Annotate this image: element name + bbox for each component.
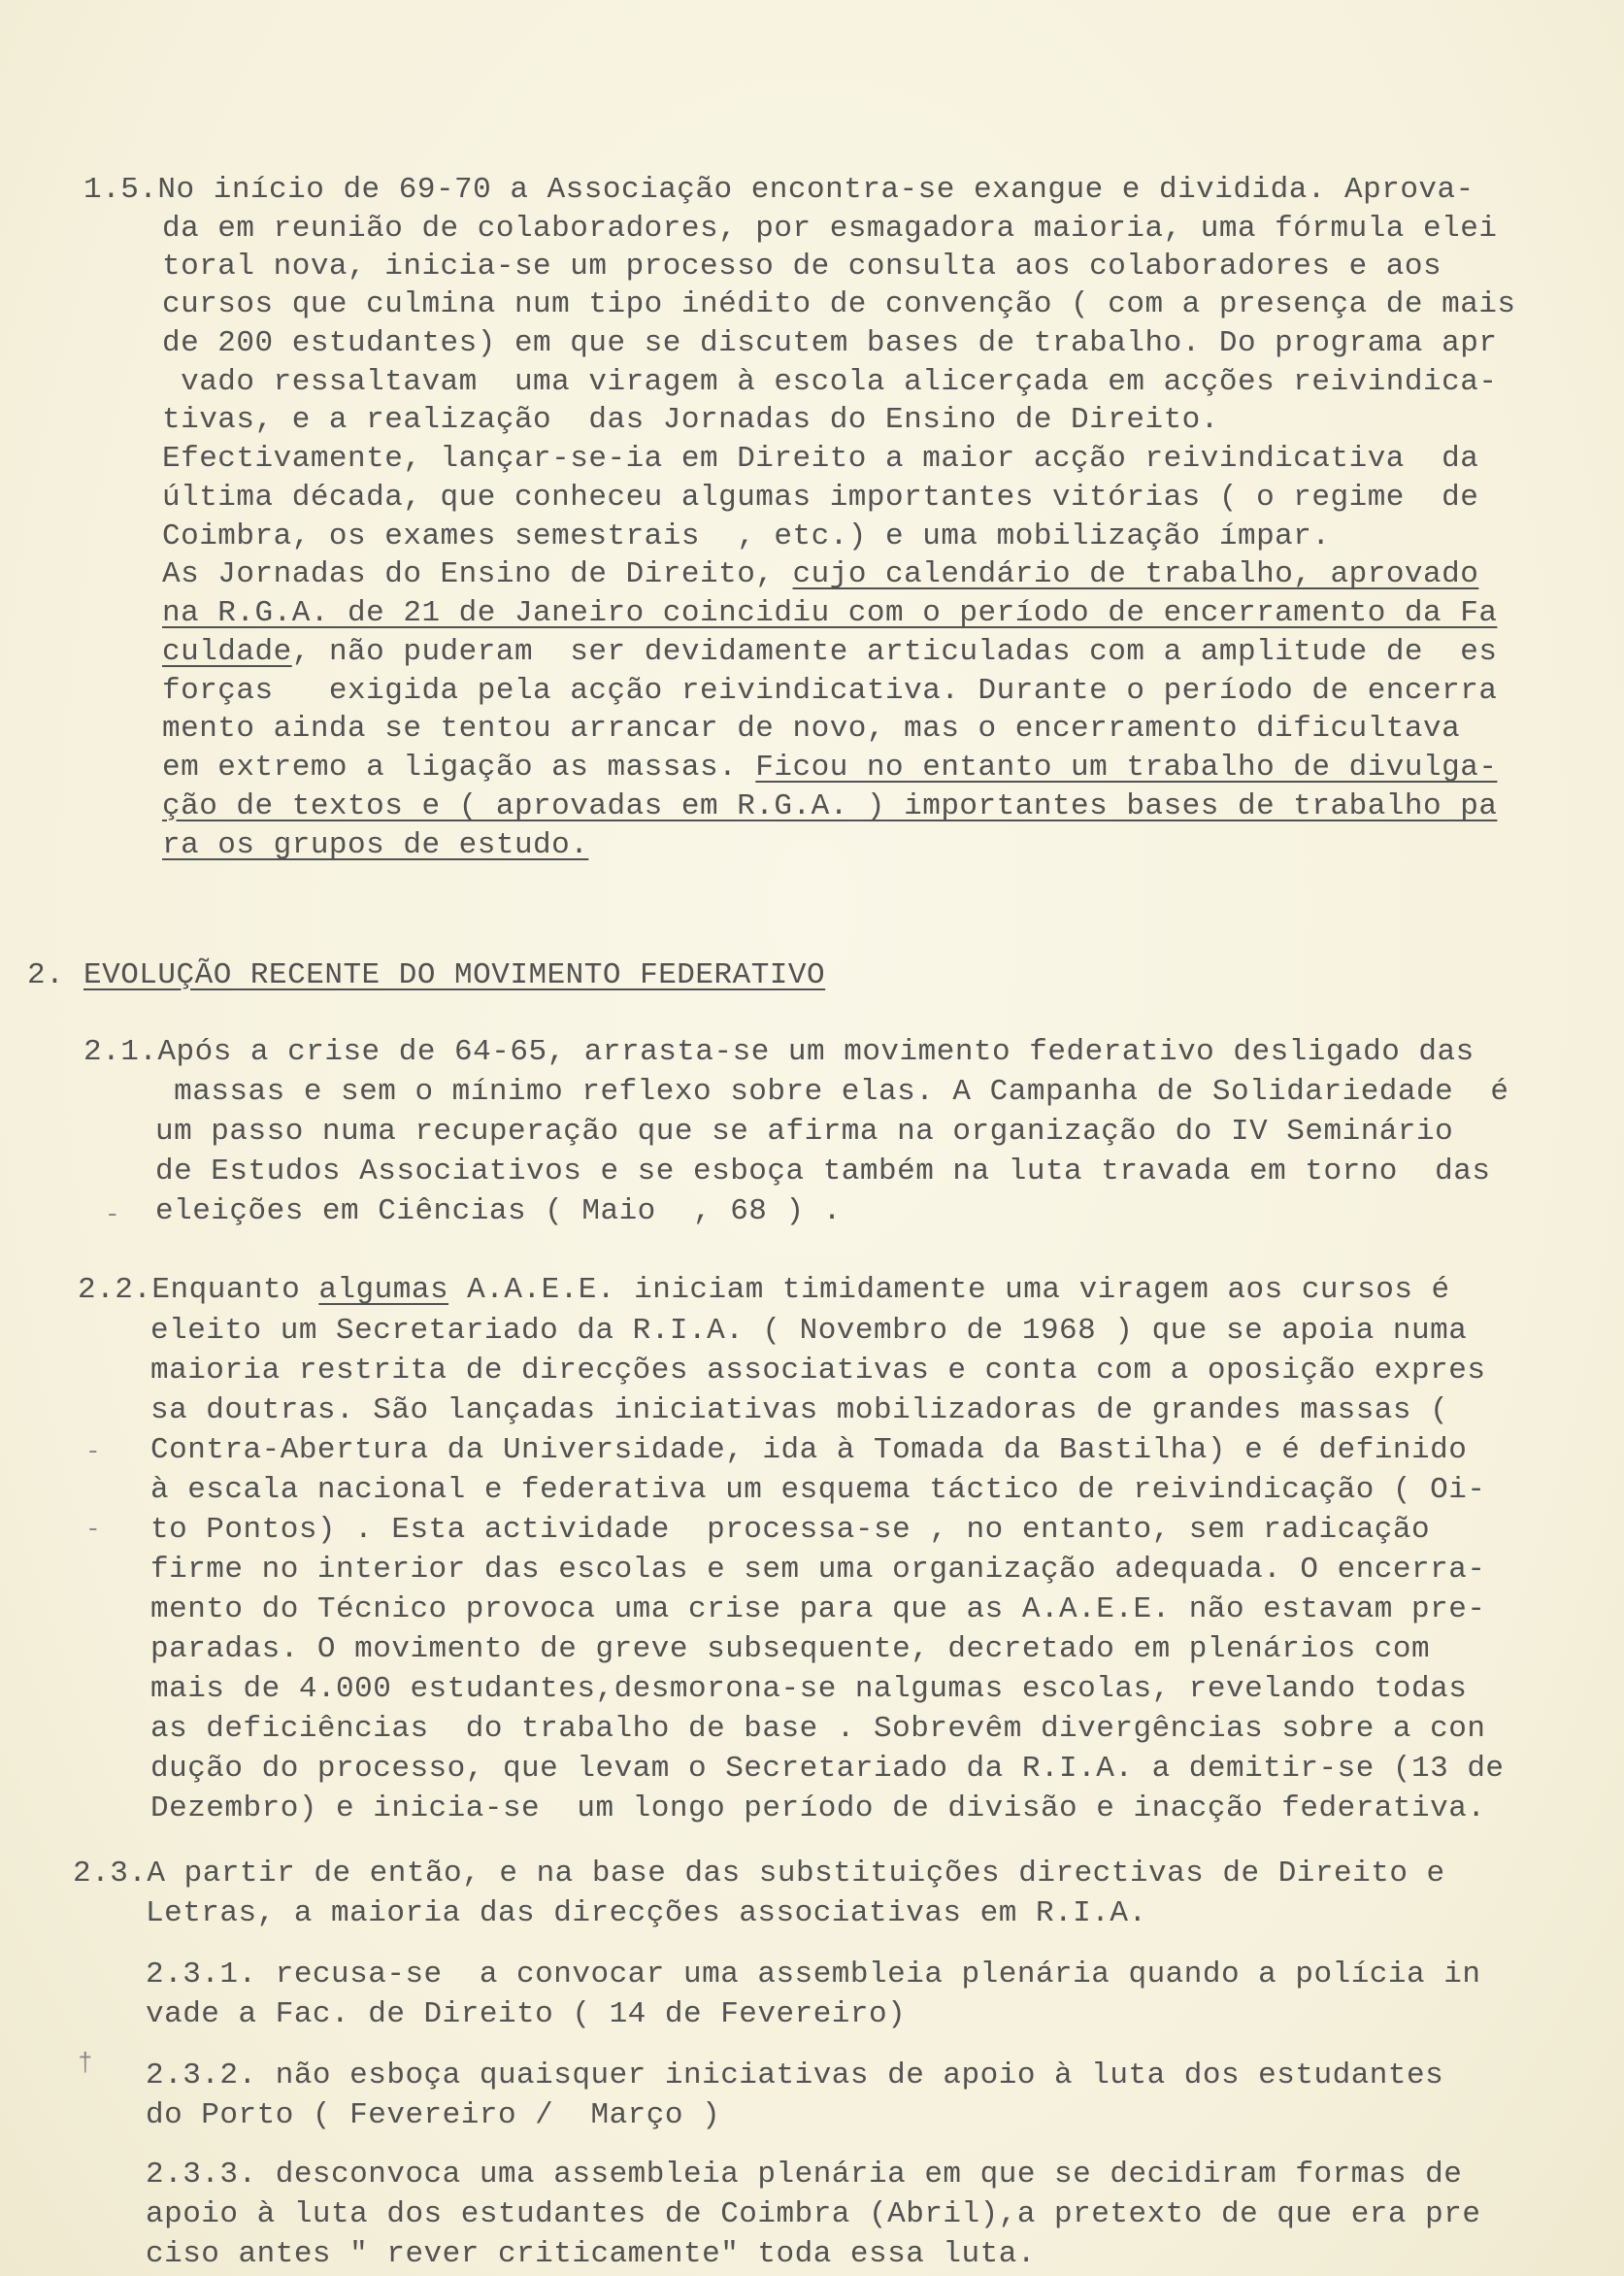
text-segment: As Jornadas do Ensino de Direito, <box>162 557 793 591</box>
text-line: à escala nacional e federativa um esquema táctico de reivindicação ( Oi- <box>150 1473 1486 1507</box>
heading-number: 2. <box>27 958 65 992</box>
text-line: da em reunião de colaboradores, por esmagadora maioria, uma fórmula elei <box>162 212 1498 246</box>
text-line: Dezembro) e inicia-se um longo período de divisão e inacção federativa. <box>150 1791 1486 1825</box>
text-line: de Estudos Associativos e se esboça também na luta travada em torno das <box>155 1155 1491 1188</box>
text-segment: A.A.E.E. iniciam timidamente uma viragem aos cursos é <box>448 1273 1450 1307</box>
text-line: última década, que conheceu algumas importantes vitórias ( o regime de <box>162 481 1479 515</box>
text-line <box>162 749 1497 787</box>
underlined-text: algumas <box>318 1273 449 1307</box>
text-line <box>162 633 1497 672</box>
text-line <box>78 1271 1450 1310</box>
margin-dash-mark: ‐ <box>105 1200 120 1229</box>
text-line: mento ainda se tentou arrancar de novo, mas o encerramento dificultava <box>162 712 1461 746</box>
text-line: paradas. O movimento de greve subsequente, decretado em plenários com <box>150 1632 1431 1666</box>
text-line: Contra-Abertura da Universidade, ida à Tomada da Bastilha) e é definido <box>150 1433 1468 1467</box>
text-line: 2.3.3. desconvoca uma assembleia plenária em que se decidiram formas de <box>146 2158 1463 2192</box>
margin-dash-mark: ‐ <box>85 1515 101 1544</box>
text-line: 2.3.A partir de então, e na base das substituições directivas de Direito e <box>73 1857 1445 1891</box>
text-line: firme no interior das escolas e sem uma organização adequada. O encerra- <box>150 1553 1486 1587</box>
text-line: tivas, e a realização das Jornadas do Ensino de Direito. <box>162 403 1219 437</box>
text-line: vade a Fac. de Direito ( 14 de Fevereiro) <box>146 1997 907 2031</box>
text-line: de 200 estudantes) em que se discutem bases de trabalho. Do programa apr <box>162 326 1498 360</box>
underlined-text: cujo calendário de trabalho, aprovado <box>792 557 1479 591</box>
text-segment: , não puderam ser devidamente articuladas com a amplitude de es <box>291 635 1498 669</box>
text-line <box>162 555 1478 594</box>
text-line: Efectivamente, lançar-se-ia em Direito a maior acção reivindicativa da <box>162 442 1479 476</box>
text-segment: em extremo a ligação as massas. <box>162 751 756 785</box>
text-line: eleições em Ciências ( Maio , 68 ) . <box>155 1194 842 1228</box>
text-segment: 2.2.Enquanto <box>78 1273 319 1307</box>
underlined-line: ra os grupos de estudo. <box>162 828 589 862</box>
underlined-line: na R.G.A. de 21 de Janeiro coincidiu com o período de encerramento da Fa <box>162 596 1498 630</box>
text-line: 1.5.No início de 69-70 a Associação encontra-se exangue e dividida. Aprova- <box>83 173 1475 207</box>
text-line: Letras, a maioria das direcções associativas em R.I.A. <box>146 1896 1147 1930</box>
underlined-text: Ficou no entanto um trabalho de divulga- <box>755 751 1498 785</box>
text-line: mento do Técnico provoca uma crise para que as A.A.E.E. não estavam pre- <box>150 1592 1486 1626</box>
margin-dash-mark: ‐ <box>85 1437 101 1466</box>
text-line: 2.3.1. recusa-se a convocar uma assembleia plenária quando a polícia in <box>146 1958 1481 1992</box>
text-line: um passo numa recuperação que se afirma na organização do IV Seminário <box>155 1115 1454 1149</box>
text-line: maioria restrita de direcções associativas e conta com a oposição expres <box>150 1354 1486 1388</box>
text-line: ciso antes " rever criticamente" toda essa luta. <box>146 2237 1036 2271</box>
text-line: forças exigida pela acção reivindicativa. Durante o período de encerra <box>162 674 1498 708</box>
text-line: Coimbra, os exames semestrais , etc.) e uma mobilização ímpar. <box>162 519 1331 553</box>
text-line: cursos que culmina num tipo inédito de convenção ( com a presença de mais <box>162 287 1516 321</box>
text-line: massas e sem o mínimo reflexo sobre elas. A Campanha de Solidariedade é <box>155 1075 1509 1109</box>
text-line: do Porto ( Fevereiro / Março ) <box>146 2098 721 2132</box>
text-line: eleito um Secretariado da R.I.A. ( Novembro de 1968 ) que se apoia numa <box>150 1314 1468 1348</box>
text-line: dução do processo, que levam o Secretariado da R.I.A. a demitir-se (13 de <box>150 1752 1505 1786</box>
margin-cross-mark: † <box>78 2049 93 2078</box>
text-line: apoio à luta dos estudantes de Coimbra (Abril),a pretexto de que era pre <box>146 2197 1481 2231</box>
text-line: toral nova, inicia-se um processo de consulta aos colaboradores e aos <box>162 250 1442 284</box>
text-line: 2.1.Após a crise de 64-65, arrasta-se um movimento federativo desligado das <box>83 1035 1475 1069</box>
text-line: to Pontos) . Esta actividade processa-se , no entanto, sem radicação <box>150 1513 1431 1547</box>
text-line: as deficiências do trabalho de base . Sobrevêm divergências sobre a con <box>150 1712 1486 1746</box>
underlined-line: ção de textos e ( aprovadas em R.G.A. ) importantes bases de trabalho pa <box>162 789 1498 823</box>
text-line: 2.3.2. não esboça quaisquer iniciativas de apoio à luta dos estudantes <box>146 2058 1444 2092</box>
text-line: vado ressaltavam uma viragem à escola alicerçada em acções reivindica- <box>162 365 1498 399</box>
text-line: mais de 4.000 estudantes,desmorona-se nalgumas escolas, revelando todas <box>150 1672 1468 1706</box>
section-heading: EVOLUÇÃO RECENTE DO MOVIMENTO FEDERATIVO <box>83 958 826 992</box>
text-line: sa doutras. São lançadas iniciativas mobilizadoras de grandes massas ( <box>150 1393 1449 1427</box>
underlined-text: culdade <box>162 635 292 669</box>
